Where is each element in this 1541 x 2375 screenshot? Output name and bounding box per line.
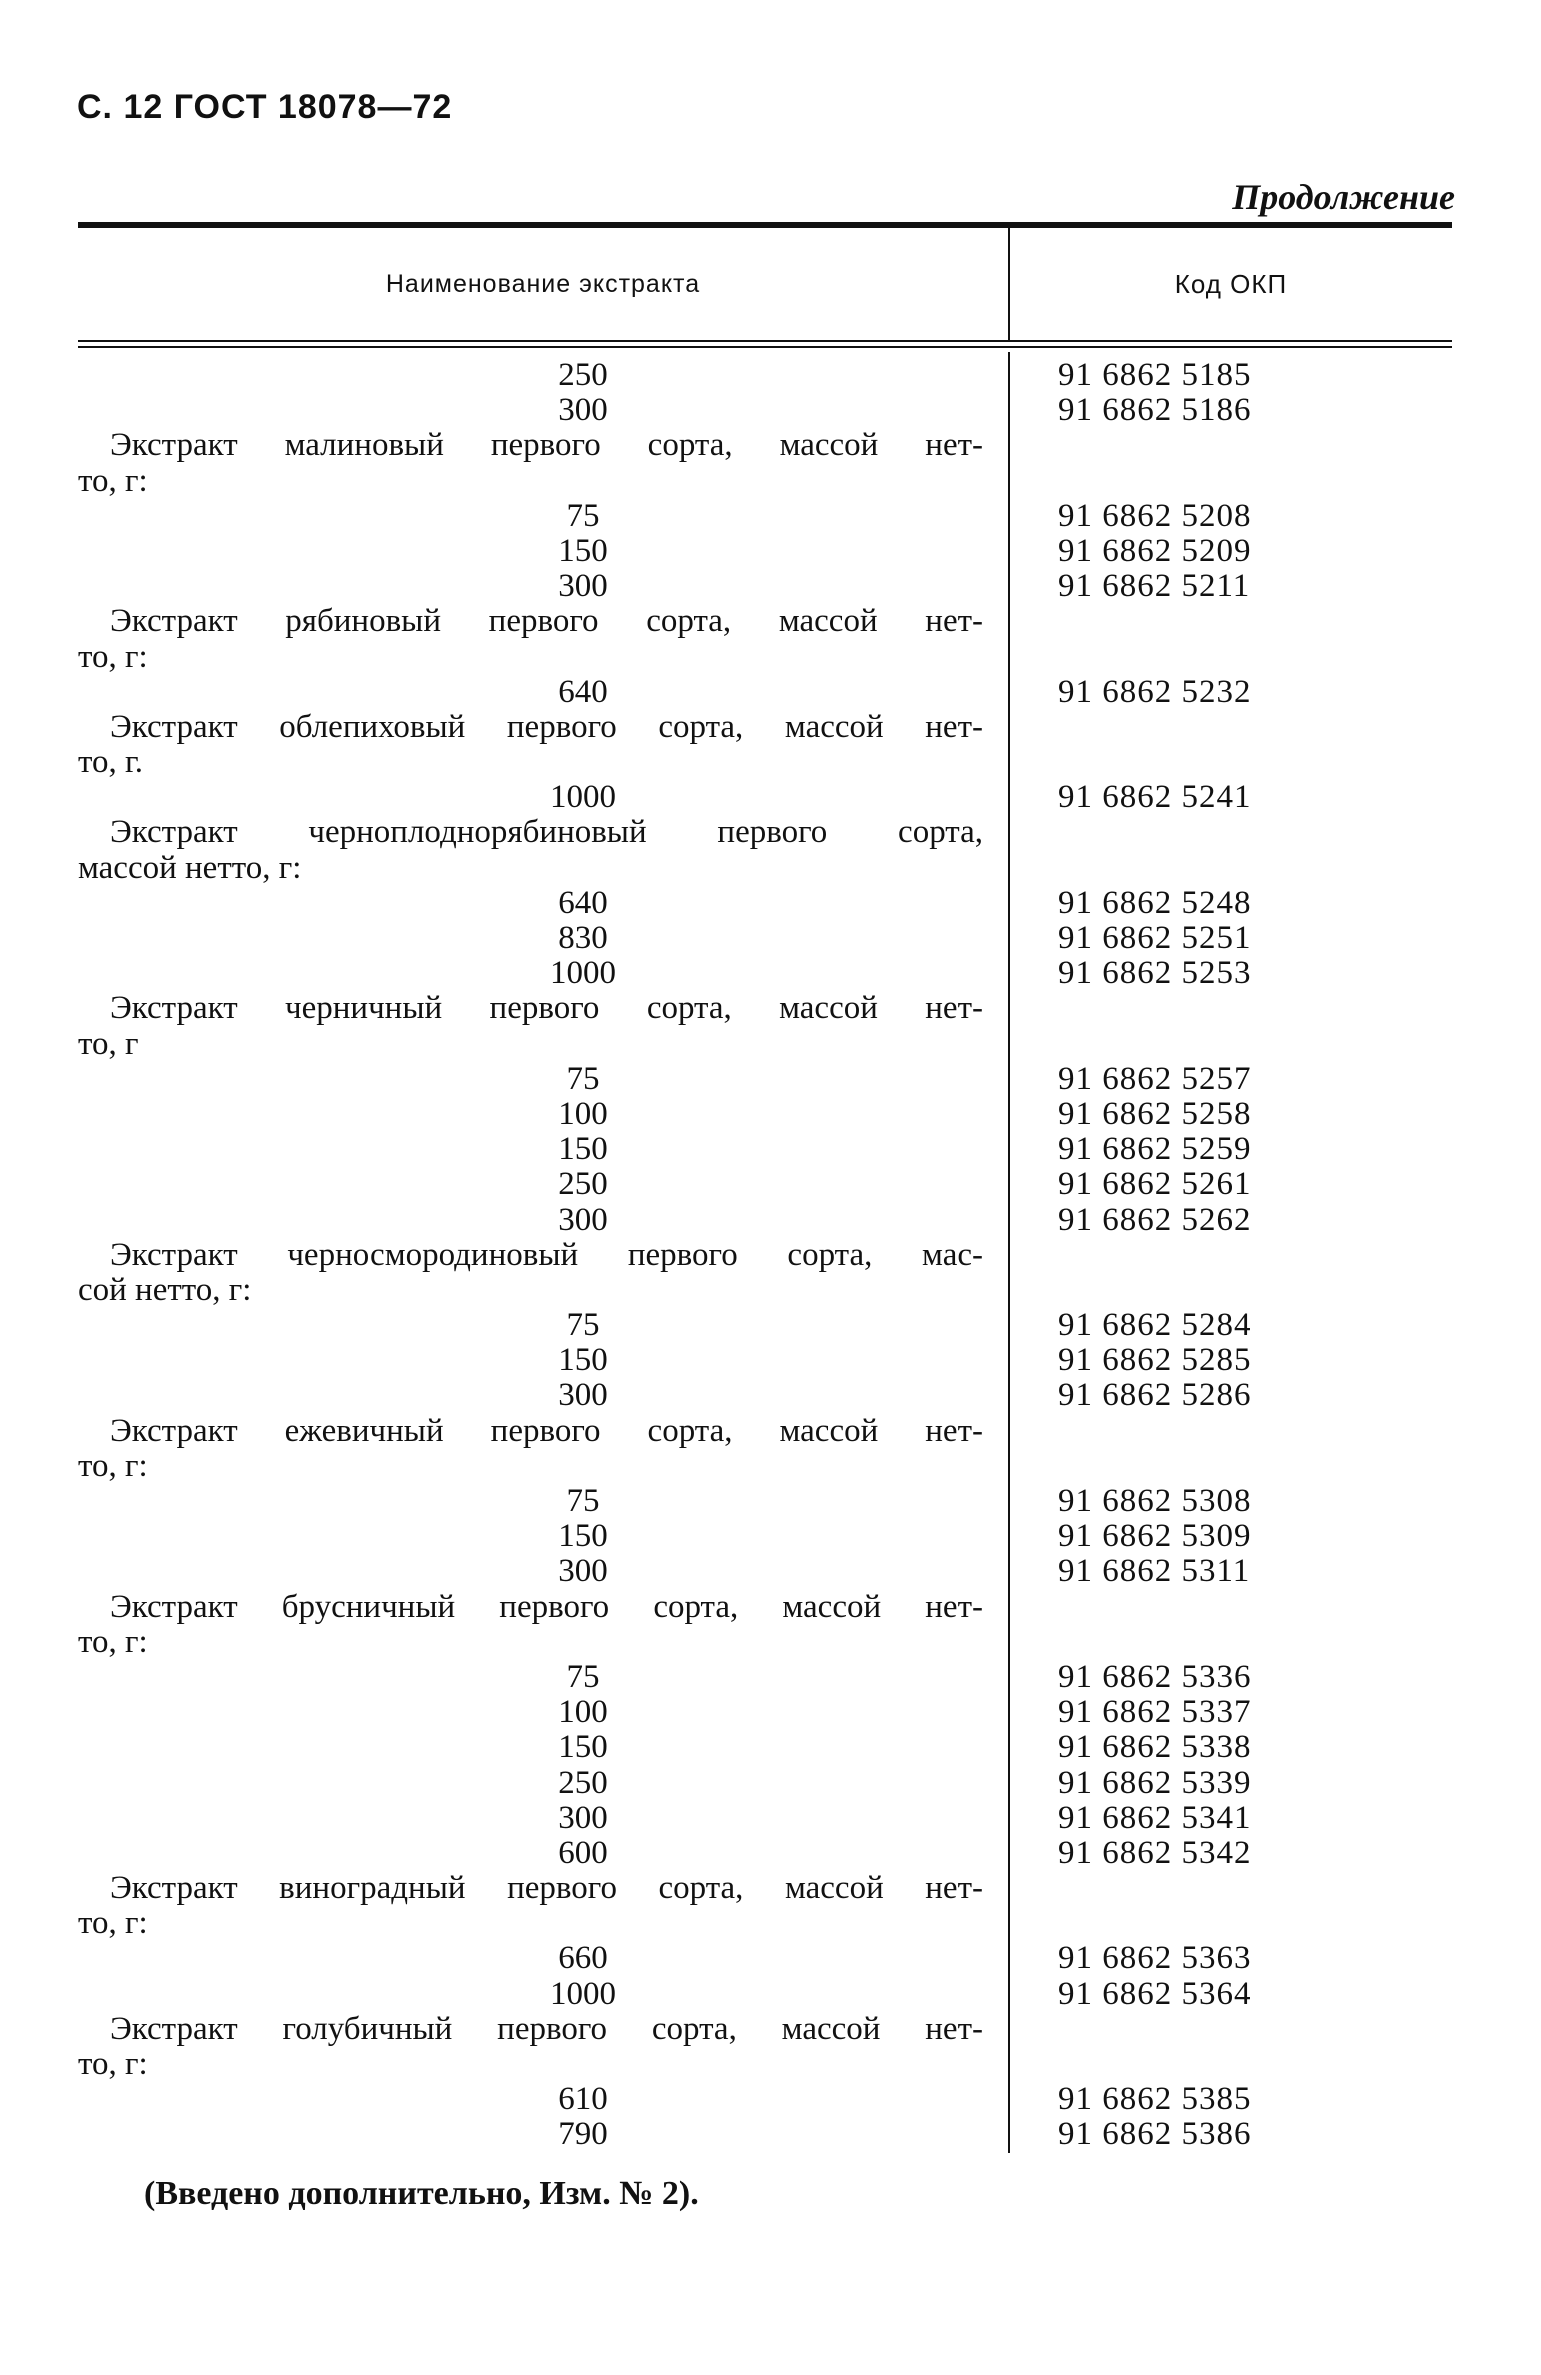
- okp-code: [1010, 1027, 1452, 1062]
- mass-value: 75: [566, 497, 600, 534]
- okp-code: 91 6862 5261: [1058, 1166, 1252, 1203]
- mass-value: 100: [558, 1694, 608, 1731]
- okp-code: [1010, 1871, 1452, 1906]
- okp-code: 91 6862 5338: [1058, 1729, 1252, 1766]
- mass-value: 250: [558, 1764, 608, 1801]
- mass-value: 790: [558, 2116, 608, 2153]
- extract-table: [78, 222, 1452, 2153]
- mass-value: 250: [558, 1166, 608, 1203]
- extract-name-continuation: то, г:: [78, 638, 148, 675]
- extract-name-continuation: то, г:: [78, 2046, 148, 2082]
- okp-code: [1010, 745, 1452, 780]
- extract-name: Экстракт черничный первого сорта, массой нет-: [110, 990, 983, 1027]
- extract-name-continuation: сой нетто, г:: [78, 1271, 252, 1308]
- mass-value: 660: [558, 1940, 608, 1977]
- mass-value: 150: [558, 1729, 608, 1766]
- mass-value: 75: [566, 1658, 600, 1695]
- okp-code: [1010, 1906, 1452, 1941]
- okp-code: [1010, 2012, 1452, 2047]
- extract-name-continuation: то, г: [78, 1025, 139, 1062]
- table-body: [78, 352, 1452, 2153]
- okp-code: 91 6862 5241: [1058, 779, 1252, 816]
- extract-name: Экстракт виноградный первого сорта, массой нет-: [110, 1870, 983, 1907]
- okp-code: 91 6862 5336: [1058, 1658, 1252, 1695]
- okp-code: [1010, 604, 1452, 639]
- okp-code: 91 6862 5257: [1058, 1060, 1252, 1097]
- extract-name-continuation: то, г:: [78, 1623, 148, 1660]
- column-header-name: Наименование экстракта: [78, 228, 1010, 340]
- okp-code: 91 6862 5232: [1058, 673, 1252, 710]
- extract-name-continuation: массой нетто, г:: [78, 849, 302, 886]
- okp-code: 91 6862 5342: [1058, 1834, 1252, 1871]
- okp-code: [1010, 1625, 1452, 1660]
- okp-code: 91 6862 5341: [1058, 1799, 1252, 1836]
- okp-code: 91 6862 5259: [1058, 1131, 1252, 1168]
- okp-code: [1010, 1238, 1452, 1273]
- okp-code: [1010, 2047, 1452, 2082]
- mass-value: 150: [558, 1518, 608, 1555]
- okp-code: 91 6862 5385: [1058, 2081, 1252, 2118]
- okp-code: 91 6862 5211: [1058, 568, 1251, 605]
- okp-code: 91 6862 5262: [1058, 1201, 1252, 1238]
- okp-code: 91 6862 5209: [1058, 532, 1252, 569]
- continuation-label: Продолжение: [1232, 177, 1455, 217]
- extract-name-continuation: то, г:: [78, 462, 148, 499]
- okp-code: [1010, 1590, 1452, 1625]
- mass-value: 300: [558, 1377, 608, 1414]
- okp-code: 91 6862 5311: [1058, 1553, 1251, 1590]
- okp-code: 91 6862 5251: [1058, 920, 1252, 956]
- okp-code: 91 6862 5363: [1058, 1940, 1252, 1977]
- mass-value: 300: [558, 1553, 608, 1590]
- okp-code: 91 6862 5285: [1058, 1342, 1252, 1379]
- okp-code: [1010, 815, 1452, 850]
- extract-name: Экстракт черносмородиновый первого сорта, мас-: [110, 1236, 983, 1273]
- okp-code: 91 6862 5185: [1058, 357, 1252, 393]
- mass-value: 150: [558, 1131, 608, 1168]
- extract-name: Экстракт облепиховый первого сорта, массой нет-: [110, 708, 983, 745]
- okp-code: [1010, 710, 1452, 745]
- okp-code: 91 6862 5308: [1058, 1483, 1252, 1519]
- extract-name-continuation: то, г:: [78, 1905, 148, 1942]
- okp-code: [1010, 640, 1452, 675]
- okp-code: [1010, 1414, 1452, 1449]
- mass-value: 640: [558, 673, 608, 710]
- mass-value: 250: [558, 357, 608, 393]
- extract-name: Экстракт рябиновый первого сорта, массой нет-: [110, 603, 983, 640]
- okp-code: 91 6862 5253: [1058, 955, 1252, 992]
- mass-value: 300: [558, 1201, 608, 1238]
- page-header: С. 12 ГОСТ 18078—72: [77, 88, 453, 126]
- mass-value: 830: [558, 920, 608, 956]
- extract-name: Экстракт ежевичный первого сорта, массой нет-: [110, 1412, 983, 1449]
- mass-value: 75: [566, 1483, 600, 1519]
- extract-name: Экстракт черноплоднорябиновый первого сорта,: [110, 814, 983, 851]
- table-header: [78, 228, 1452, 342]
- mass-value: 610: [558, 2081, 608, 2118]
- okp-code: 91 6862 5258: [1058, 1095, 1252, 1132]
- okp-code: 91 6862 5364: [1058, 1975, 1252, 2012]
- mass-value: 300: [558, 568, 608, 605]
- mass-value: 600: [558, 1834, 608, 1871]
- okp-code: 91 6862 5208: [1058, 497, 1252, 534]
- mass-value: 75: [566, 1307, 600, 1344]
- okp-code: 91 6862 5337: [1058, 1694, 1252, 1731]
- column-header-code: Код ОКП: [1174, 268, 1288, 299]
- okp-code: 91 6862 5248: [1058, 884, 1252, 921]
- mass-value: 300: [558, 1799, 608, 1836]
- mass-value: 1000: [550, 955, 616, 992]
- mass-value: 300: [558, 392, 608, 429]
- okp-code: [1010, 1449, 1452, 1484]
- okp-code: 91 6862 5386: [1058, 2116, 1252, 2153]
- okp-code: [1010, 1273, 1452, 1308]
- okp-code: 91 6862 5284: [1058, 1307, 1252, 1344]
- okp-code: 91 6862 5186: [1058, 392, 1252, 429]
- okp-code: 91 6862 5339: [1058, 1764, 1252, 1801]
- code-column: [1010, 352, 1452, 2153]
- okp-code: [1010, 991, 1452, 1026]
- mass-value: 1000: [550, 779, 616, 816]
- mass-value: 640: [558, 884, 608, 921]
- extract-name: Экстракт голубичный первого сорта, массой нет-: [110, 2010, 983, 2047]
- mass-value: 1000: [550, 1975, 616, 2012]
- extract-name: Экстракт малиновый первого сорта, массой нет-: [110, 427, 983, 464]
- name-column: [78, 352, 1010, 2153]
- extract-name: Экстракт брусничный первого сорта, массой нет-: [110, 1588, 983, 1625]
- mass-value: 100: [558, 1095, 608, 1132]
- mass-value: 150: [558, 1342, 608, 1379]
- mass-value: 150: [558, 532, 608, 569]
- okp-code: [1010, 464, 1452, 499]
- extract-name-continuation: то, г.: [78, 744, 144, 781]
- extract-name-continuation: то, г:: [78, 1447, 148, 1484]
- amendment-note: (Введено дополнительно, Изм. № 2).: [144, 2175, 699, 2212]
- okp-code: [1010, 428, 1452, 463]
- mass-value: 75: [566, 1060, 600, 1097]
- okp-code: 91 6862 5286: [1058, 1377, 1252, 1414]
- okp-code: [1010, 851, 1452, 886]
- okp-code: 91 6862 5309: [1058, 1518, 1252, 1555]
